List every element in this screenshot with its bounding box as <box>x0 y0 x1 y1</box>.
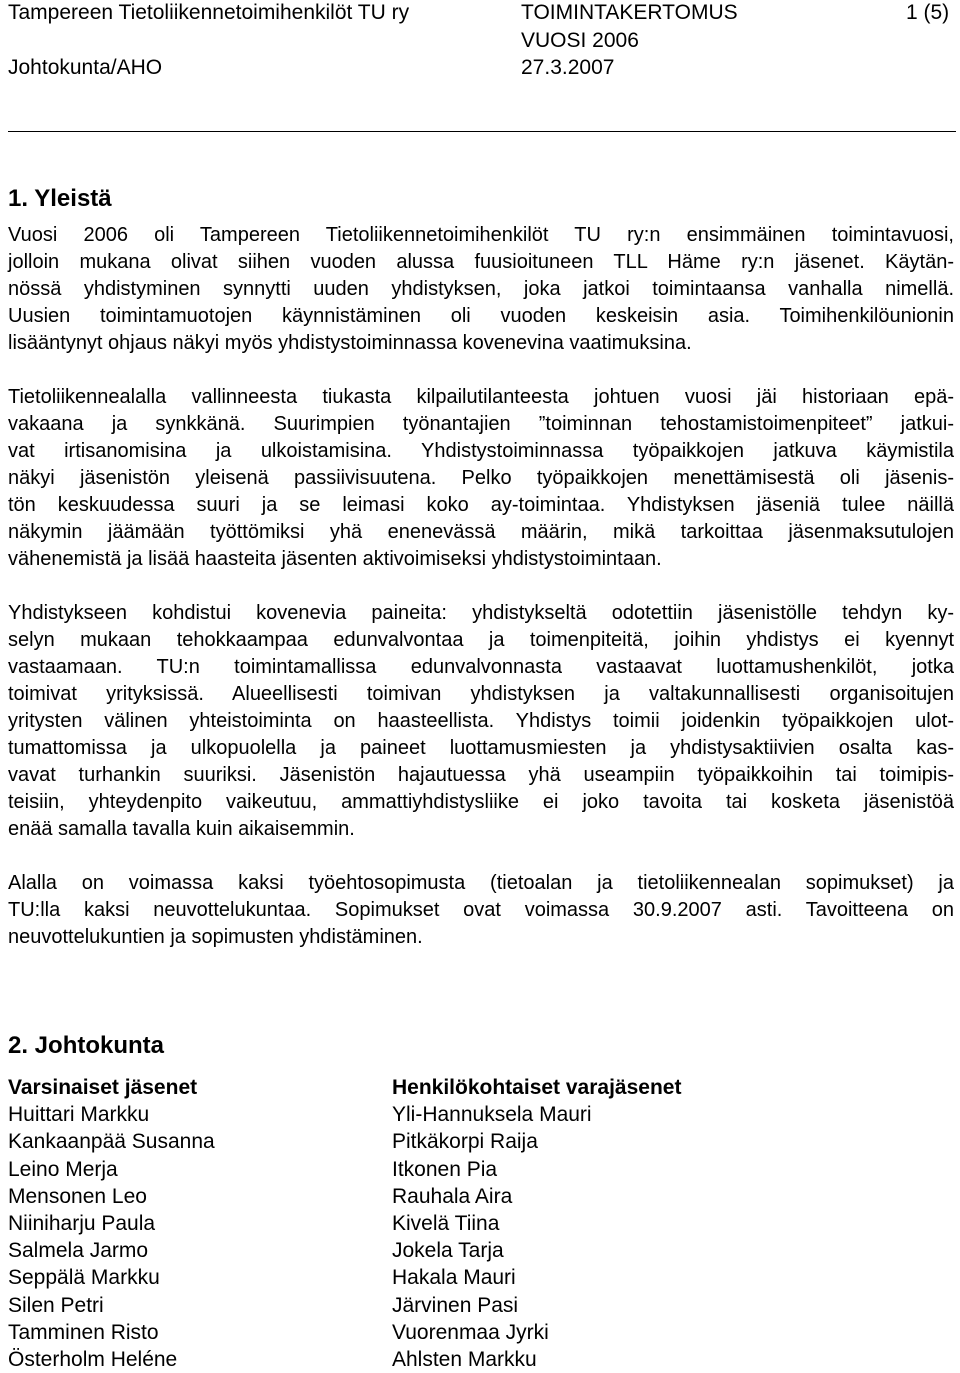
document-type: TOIMINTAKERTOMUS <box>521 1 738 24</box>
text-line: neuvottelukuntien ja sopimusten yhdistäminen. <box>8 926 423 948</box>
member-name: Salmela Jarmo <box>8 1239 149 1263</box>
deputies-heading: Henkilökohtaiset varajäsenet <box>392 1076 682 1099</box>
deputy-name: Itkonen Pia <box>392 1157 498 1181</box>
member-name: Tamminen Risto <box>8 1320 159 1344</box>
text-line: Tietoliikennealalla vallinneesta tiukasta kilpailutilanteesta johtuen vuosi jäi historiaan epä- <box>8 386 954 408</box>
text-line: yritysten välinen yhteistoiminta on haasteellista. Yhdistys toimii joidenkin työpaikkojen ulot- <box>8 710 954 732</box>
text-line: nössä yhdistyminen synnytti uuden yhdistyksen, joka jatkoi toimintaansa vanhalla nimellä. <box>8 278 954 300</box>
text-line: vastaamaan. TU:n toimintamallissa edunvalvonnasta vastaavat luottamushenkilöt, jotka <box>8 656 954 678</box>
text-line: teisiin, yhteydenpito vaikeutuu, ammattiyhdistysliike ei joko tavoita tai kosketa jäsenistöä <box>8 791 954 813</box>
deputy-name: Vuorenmaa Jyrki <box>392 1320 549 1344</box>
text-line: TU:lla kaksi neuvottelukuntaa. Sopimukset ovat voimassa 30.9.2007 asti. Tavoitteena on <box>8 899 954 921</box>
member-name: Seppälä Markku <box>8 1266 160 1290</box>
paragraph <box>8 870 954 951</box>
header-divider <box>8 131 956 132</box>
section-2-title: 2. Johtokunta <box>8 1032 165 1060</box>
text-line: Alalla on voimassa kaksi työehtosopimusta (tietoalan ja tietoliikennealan sopimukset) ja <box>8 872 954 894</box>
deputy-name: Ahlsten Markku <box>392 1348 537 1372</box>
member-name: Mensonen Leo <box>8 1184 147 1208</box>
deputy-name: Rauhala Aira <box>392 1184 513 1208</box>
members-list <box>8 1101 215 1373</box>
deputy-name: Järvinen Pasi <box>392 1293 519 1317</box>
text-line: vavat turhankin suuriksi. Jäsenistön hajautuessa yhä useampiin työpaikkoihin tai toimipis- <box>8 764 954 786</box>
deputies-list <box>392 1101 681 1373</box>
text-line: enää samalla tavalla kuin aikaisemmin. <box>8 818 355 840</box>
text-line: selyn mukaan tehokkaampaa edunvalvontaa ja toimenpiteitä, joihin yhdistys ei kyennyt <box>8 629 954 651</box>
deputies-column <box>392 1074 681 1373</box>
text-line: tön keskuudessa suuri ja se leimasi koko ay-toimintaa. Yhdistyksen jäseniä tulee näillä <box>8 494 954 516</box>
deputy-name: Kivelä Tiina <box>392 1212 500 1236</box>
member-name: Niiniharju Paula <box>8 1212 156 1236</box>
paragraph <box>8 222 954 357</box>
deputy-name: Pitkäkorpi Raija <box>392 1130 538 1154</box>
member-name: Huittari Markku <box>8 1103 150 1127</box>
deputy-name: Yli-Hannuksela Mauri <box>392 1103 592 1127</box>
member-name: Leino Merja <box>8 1157 118 1181</box>
member-name: Silen Petri <box>8 1293 104 1317</box>
text-line: näkymin jäämään työttömiksi yhä enenevässä määrin, mikä tarkoittaa jäsenmaksutulojen <box>8 521 954 543</box>
section-1-title: 1. Yleistä <box>8 185 112 213</box>
section-1-body <box>8 222 954 978</box>
document-date: 27.3.2007 <box>521 56 615 79</box>
text-line: tumattomissa ja ulkopuolella ja paineet luottamusmiesten ja yhdistysaktiivien osalta kas- <box>8 737 954 759</box>
text-line: toimivat yrityksissä. Alueellisesti toimivan yhdistyksen ja valtakunnallisesti organisoitujen <box>8 683 954 705</box>
report-year: VUOSI 2006 <box>521 29 639 52</box>
text-line: Yhdistykseen kohdistui kovenevia paineita: yhdistykseltä odotettiin jäsenistölle tehdyn ky- <box>8 602 954 624</box>
members-heading: Varsinaiset jäsenet <box>8 1076 198 1099</box>
text-line: näkyi jäsenistön yleisenä passiivisuutena. Pelko työpaikkojen menettämisestä oli jäsenis- <box>8 467 954 489</box>
deputy-name: Hakala Mauri <box>392 1266 516 1290</box>
member-name: Kankaanpää Susanna <box>8 1130 215 1154</box>
paragraph <box>8 600 954 843</box>
paragraph <box>8 384 954 573</box>
text-line: vat irtisanomisina ja ulkoistamisina. Yhdistystoiminnassa työpaikkojen jatkuva käymistila <box>8 440 954 462</box>
text-line: vakaana ja synkkänä. Suurimpien työnantajien ”toiminnan tehostamistoimenpiteet” jatkui- <box>8 413 954 435</box>
text-line: Vuosi 2006 oli Tampereen Tietoliikennetoimihenkilöt TU ry:n ensimmäinen toimintavuosi, <box>8 224 954 246</box>
deputy-name: Jokela Tarja <box>392 1239 504 1263</box>
text-line: vähenemistä ja lisää haasteita jäsenten aktivoimiseksi yhdistystoimintaan. <box>8 548 662 570</box>
members-column <box>8 1074 215 1373</box>
page-number: 1 (5) <box>906 1 950 24</box>
member-name: Österholm Heléne <box>8 1348 178 1372</box>
text-line: jolloin mukana olivat siihen vuoden alussa fuusioituneen TLL Häme ry:n jäsenet. Käytän- <box>8 251 954 273</box>
organization-name: Tampereen Tietoliikennetoimihenkilöt TU ry <box>8 1 410 24</box>
text-line: Uusien toimintamuotojen käynnistäminen oli vuoden keskeisin asia. Toimihenkilöunionin <box>8 305 954 327</box>
text-line: lisääntynyt ohjaus näkyi myös yhdistystoiminnassa kovenevina vaatimuksina. <box>8 332 692 354</box>
department: Johtokunta/AHO <box>8 56 163 79</box>
